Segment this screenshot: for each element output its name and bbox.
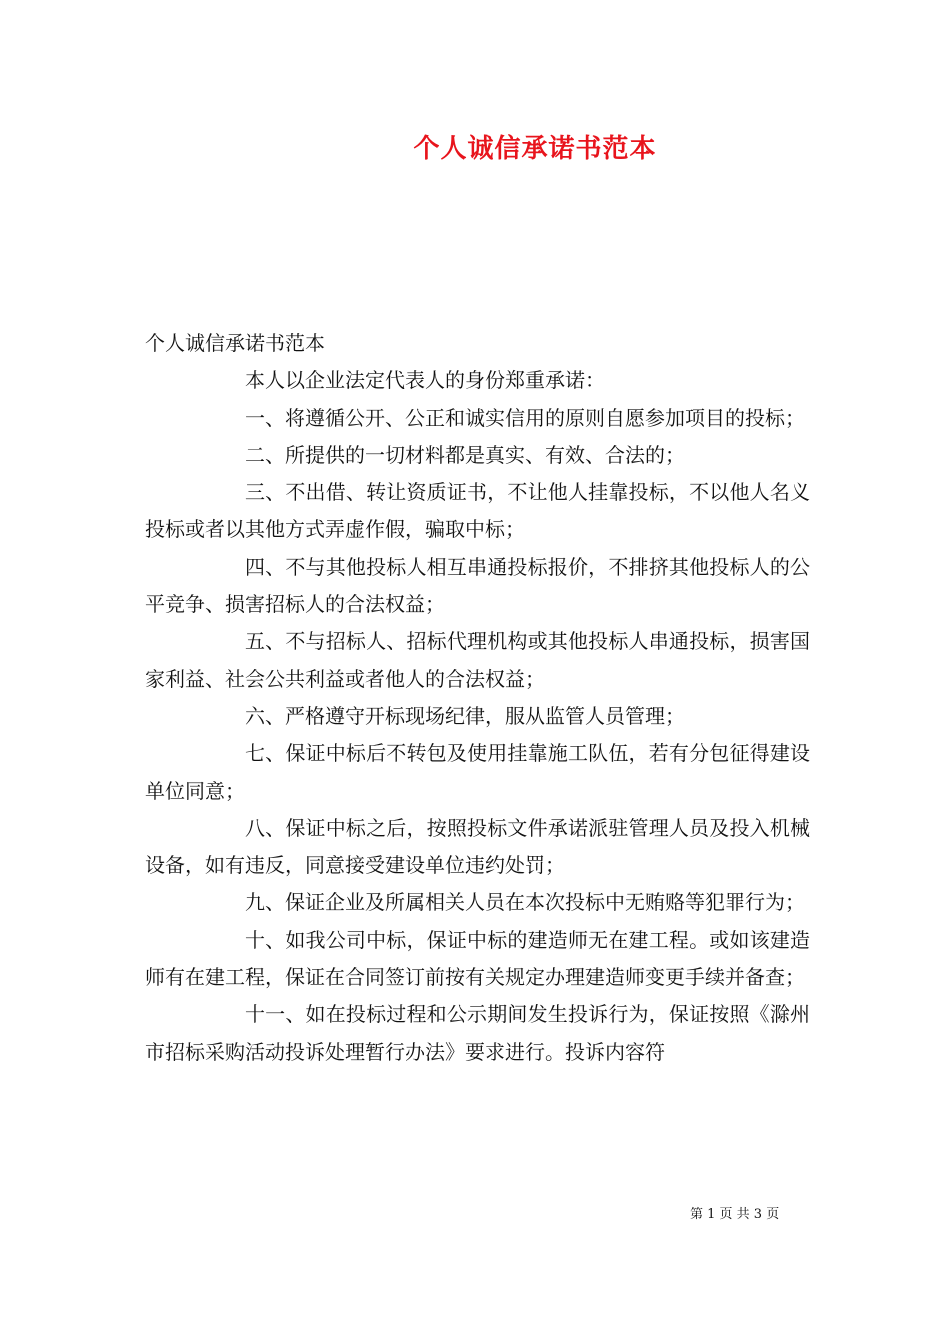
clause-paragraph: 十、如我公司中标，保证中标的建造师无在建工程。或如该建造师有在建工程，保证在合同签订前按有关规定办理建造师变更手续并备查； <box>145 927 810 990</box>
clause-paragraph: 一、将遵循公开、公正和诚实信用的原则自愿参加项目的投标； <box>245 405 805 430</box>
clause-paragraph: 四、不与其他投标人相互串通投标报价，不排挤其他投标人的公平竞争、损害招标人的合法权益； <box>145 554 810 617</box>
clause-paragraph: 七、保证中标后不转包及使用挂靠施工队伍，若有分包征得建设单位同意； <box>145 741 810 803</box>
document-subtitle: 个人诚信承诺书范本 <box>145 331 325 355</box>
page-title: 个人诚信承诺书范本 <box>413 134 657 164</box>
clause-paragraph: 三、不出借、转让资质证书，不让他人挂靠投标，不以他人名义投标或者以其他方式弄虚作假，骗取中标； <box>145 480 810 542</box>
document-body <box>145 325 810 1071</box>
clause-paragraph: 十一、如在投标过程和公示期间发生投诉行为，保证按照《滁州市招标采购活动投诉处理暂行办法》要求进行。投诉内容符 <box>145 1002 810 1064</box>
clause-paragraph: 九、保证企业及所属相关人员在本次投标中无贿赂等犯罪行为； <box>245 890 805 915</box>
clause-paragraph: 六、严格遵守开标现场纪律，服从监管人员管理； <box>245 703 685 728</box>
clause-paragraph: 五、不与招标人、招标代理机构或其他投标人串通投标，损害国家利益、社会公共利益或者他人的合法权益； <box>145 629 810 691</box>
clause-paragraph: 二、所提供的一切材料都是真实、有效、合法的； <box>245 442 685 467</box>
intro-paragraph: 本人以企业法定代表人的身份郑重承诺： <box>245 368 605 393</box>
page-indicator: 第 1 页 共 3 页 <box>690 1207 780 1222</box>
clause-paragraph: 八、保证中标之后，按照投标文件承诺派驻管理人员及投入机械设备，如有违反，同意接受建设单位违约处罚； <box>145 815 810 878</box>
